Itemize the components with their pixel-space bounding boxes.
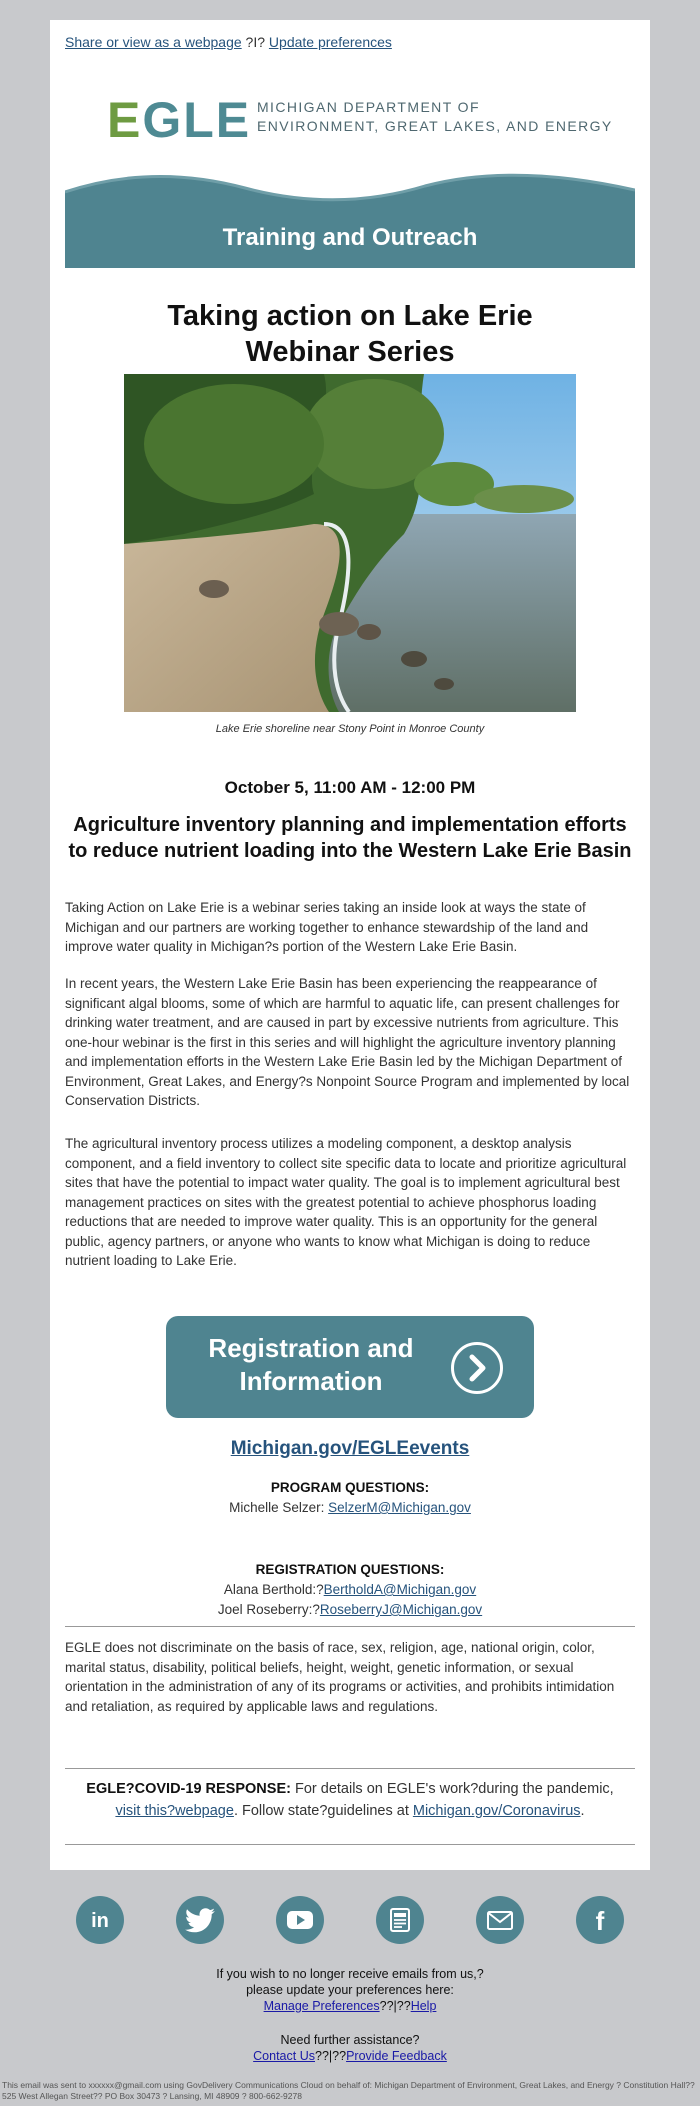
coronavirus-link[interactable]: Michigan.gov/Coronavirus (412, 1803, 581, 1819)
linkedin-button[interactable] (76, 1896, 124, 1944)
registration-questions-heading: REGISTRATION QUESTIONS: (255, 1562, 445, 1577)
registration-button-label: Registration and Information (208, 1333, 414, 1396)
photo-caption: Lake Erie shoreline near Stony Point in Monroe County (215, 723, 485, 735)
program-contact-name: Michelle Selzer: (229, 1500, 329, 1515)
email-card (50, 20, 650, 1870)
background-paragraph: In recent years, the Western Lake Erie Basin has been experiencing the reappearance of significant algal blooms, some of which are harmful to aquatic life, can present challenges for drinking water treatment, and are caused in part by excessive nutrients from agriculture. This one-hour webinar is the first in this series and will highlight the agriculture inventory planning and implementation efforts in the Western Lake Erie Basin led by the Michigan Department of Environment, Great Lakes, and Energy?s Nonpoint Source Program and implemented by local Conservation Districts. (65, 976, 630, 1108)
top-links (65, 34, 635, 50)
social-links (0, 1896, 700, 1946)
update-preferences-link[interactable]: Update preferences (268, 34, 392, 50)
registration-questions (65, 1560, 635, 1620)
email-button[interactable] (476, 1896, 524, 1944)
page-title: Taking action on Lake Erie Webinar Series (167, 300, 533, 368)
youtube-button[interactable] (276, 1896, 324, 1944)
covid-response: EGLE?COVID-19 RESPONSE: For details on EGLE's work?during the pandemic, visit this?webpage. Follow state?guidelines at Michigan.gov/Coronavirus. (86, 1781, 614, 1819)
nondiscrimination-statement: EGLE does not discriminate on the basis of race, sex, religion, age, national origin, color, marital status, disability, political beliefs, height, weight, genetic information, or sexual orientation in the administration of any of its programs or activities, and prohibits intimidation and retaliation, as required by applicable laws and regulations. (65, 1640, 615, 1714)
banner-title: Training and Outreach (222, 224, 478, 251)
program-contact-email-link[interactable]: SelzerM@Michigan.gov (328, 1500, 471, 1515)
egle-events-link[interactable]: Michigan.gov/EGLEevents (230, 1438, 470, 1459)
newsletter-icon (376, 1896, 424, 1944)
registration-button[interactable] (166, 1316, 534, 1418)
contact-us-link[interactable]: Contact Us (253, 2049, 315, 2063)
divider (65, 1626, 635, 1627)
registration-contact1-email-link[interactable]: BertholdA@Michigan.gov (323, 1582, 477, 1597)
registration-contact2-name: Joel Roseberry:? (217, 1602, 320, 1617)
facebook-glyph: f (595, 1906, 605, 1936)
registration-contact2-email-link[interactable]: RoseberryJ@Michigan.gov (319, 1602, 483, 1617)
registration-contact1-name: Alana Berthold:? (223, 1582, 324, 1597)
help-link[interactable]: Help (410, 1999, 437, 2013)
provide-feedback-link[interactable]: Provide Feedback (346, 2049, 447, 2063)
agency-name: MICHIGAN DEPARTMENT OF ENVIRONMENT, GREAT LAKES, AND ENERGY (257, 99, 613, 134)
egle-wordmark: EGLE (107, 92, 252, 148)
process-paragraph: The agricultural inventory process utilizes a modeling component, a desktop analysis component, and a field inventory to collect site specific data to locate and prioritize agricultural sites that have the potential to impact water quality. The goal is to implement agricultural best management practices on sites with the greatest potential to achieve phosphorus loading reductions that are needed to improve water quality. This is an opportunity for the general public, agency partners, or anyone who wants to know what Michigan is doing to reduce nutrient loading to Lake Erie. (65, 1136, 627, 1268)
twitter-button[interactable] (176, 1896, 224, 1944)
assist-heading: Need further assistance? (280, 2033, 420, 2047)
facebook-button[interactable] (576, 1896, 624, 1944)
section-banner (65, 170, 635, 268)
chevron-right-icon (451, 1342, 503, 1394)
unsubscribe-block: If you wish to no longer receive emails from us,? please update your preferences here: Manage Preferences??|??Help (216, 1967, 484, 2013)
webinar-date: October 5, 11:00 AM - 12:00 PM (224, 778, 476, 797)
linkedin-glyph: in (91, 1910, 109, 1932)
wave-banner-shape (65, 170, 635, 268)
twitter-icon (176, 1896, 224, 1944)
events-link-container (65, 1438, 635, 1460)
legal-footer: This email was sent to xxxxxx@gmail.com using GovDelivery Communications Cloud on behalf of: Michigan Department of Environment, Great Lakes, and Energy ? Constitution Hall?? 525 West Allegan Street?? PO Box 30473 ? Lansing, MI 48909 ? 800-662-9278 (2, 2080, 695, 2101)
egle-logo (65, 92, 635, 152)
program-questions (65, 1478, 635, 1518)
email-icon (476, 1896, 524, 1944)
share-webpage-link[interactable]: Share or view as a webpage (65, 34, 242, 50)
newsletter-button[interactable] (376, 1896, 424, 1944)
covid-label: EGLE?COVID-19 RESPONSE: (86, 1781, 291, 1797)
program-questions-heading: PROGRAM QUESTIONS: (270, 1480, 430, 1495)
linkedin-icon (76, 1896, 124, 1944)
facebook-icon (576, 1896, 624, 1944)
assistance-block: Need further assistance? Contact Us??|??Provide Feedback (0, 2032, 700, 2064)
divider (65, 1768, 635, 1769)
manage-preferences-link[interactable]: Manage Preferences (263, 1999, 380, 2013)
intro-paragraph: Taking Action on Lake Erie is a webinar series taking an inside look at ways the state of Michigan and our partners are working together to enhance stewardship of the land and improve water quality in Michigan?s portion of the Western Lake Erie Basin. (65, 900, 589, 954)
divider (65, 1844, 635, 1845)
webinar-subtitle: Agriculture inventory planning and implementation efforts to reduce nutrient loading into the Western Lake Erie Basin (68, 814, 632, 862)
lake-erie-photo (124, 374, 576, 712)
link-separator: ?I? (241, 34, 269, 50)
youtube-icon (276, 1896, 324, 1944)
covid-webpage-link[interactable]: visit this?webpage (115, 1803, 234, 1819)
